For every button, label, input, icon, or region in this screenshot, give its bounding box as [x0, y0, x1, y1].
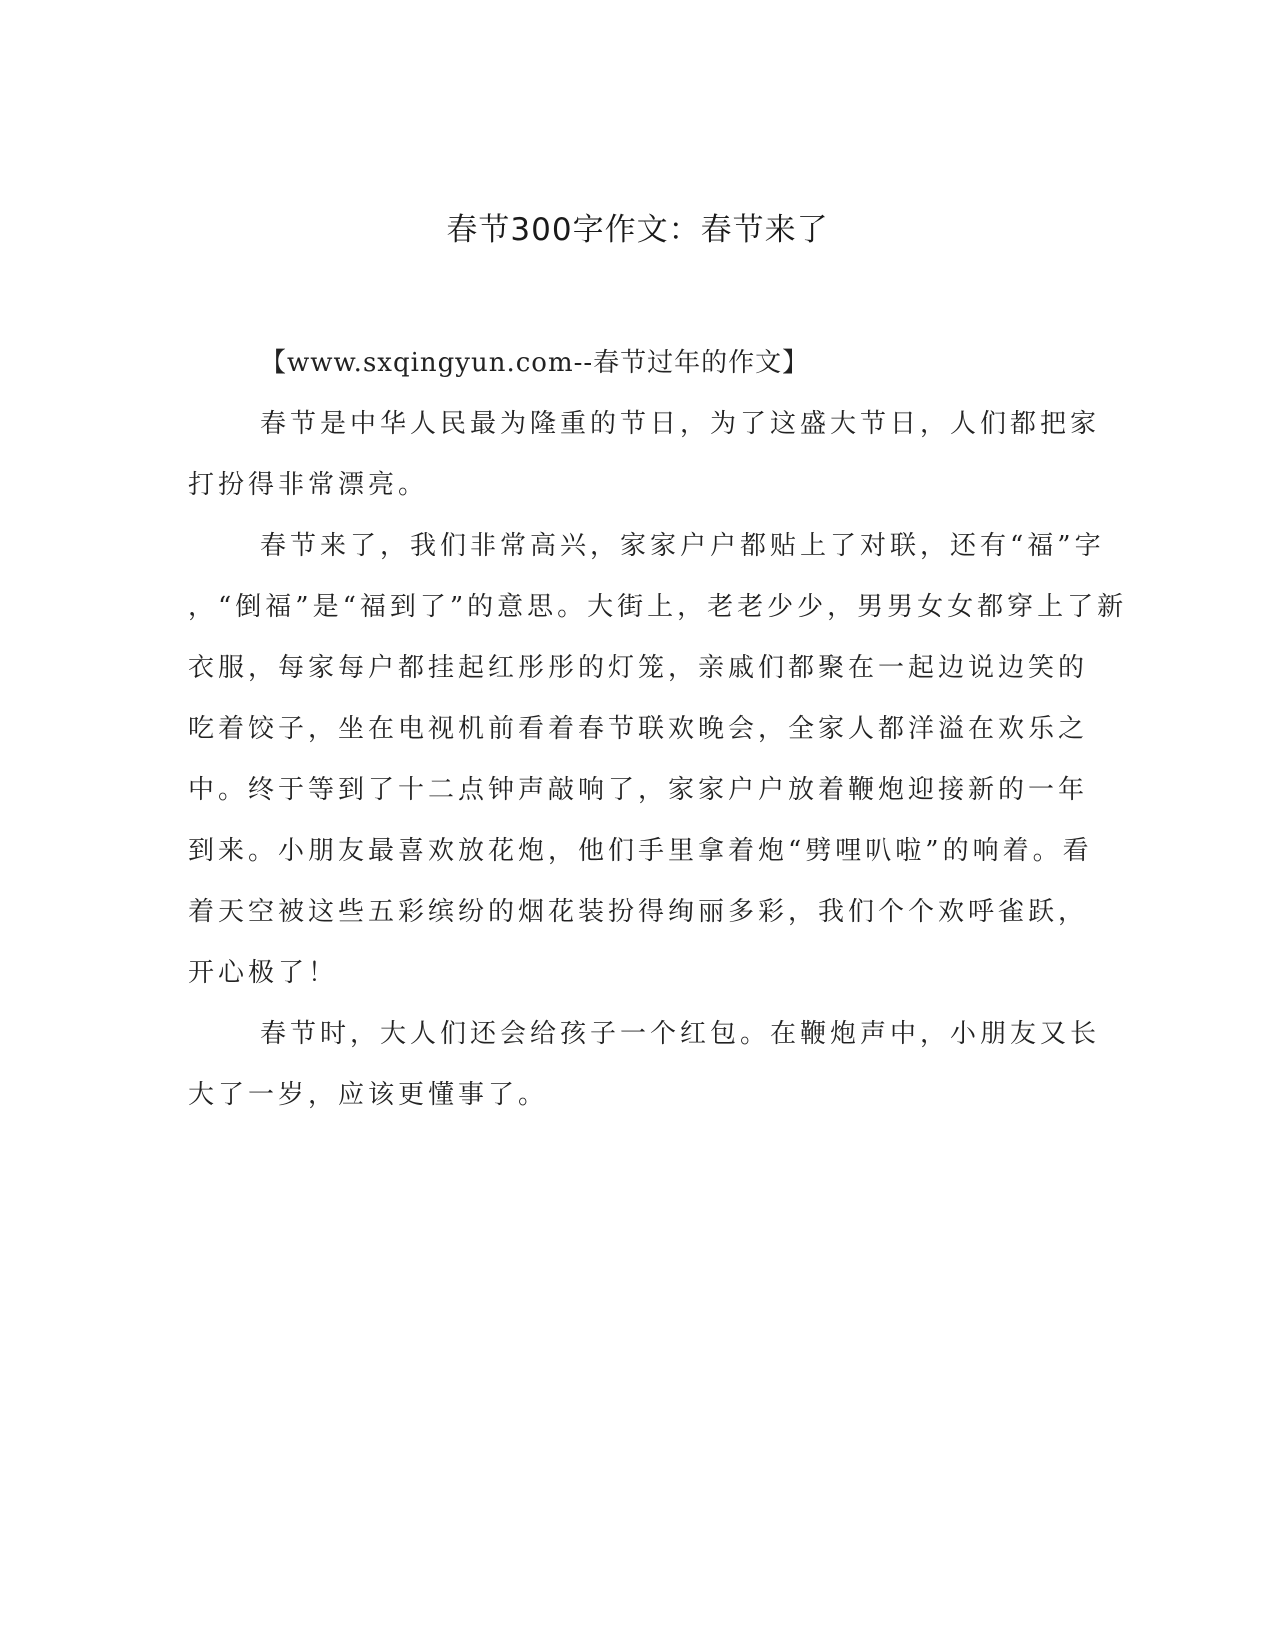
paragraph-2-line-3: 衣服，每家每户都挂起红彤彤的灯笼，亲戚们都聚在一起边说边笑的	[188, 653, 1089, 683]
paragraph-3-line-2: 大了一岁，应该更懂事了。	[188, 1080, 549, 1110]
document-body	[188, 333, 1128, 1126]
paragraph-2-line-7: 着天空被这些五彩缤纷的烟花装扮得绚丽多彩，我们个个欢呼雀跃，	[188, 897, 1089, 927]
paragraph-1-line-1: 春节是中华人民最为隆重的节日，为了这盛大节日，人们都把家	[260, 409, 1101, 439]
paragraph-3-line-1: 春节时，大人们还会给孩子一个红包。在鞭炮声中，小朋友又长	[260, 1019, 1101, 1049]
paragraph-2-line-1: 春节来了，我们非常高兴，家家户户都贴上了对联，还有“福”字	[260, 531, 1105, 561]
document-title: 春节300字作文：春节来了	[446, 212, 829, 248]
paragraph-1-line-2: 打扮得非常漂亮。	[188, 470, 429, 500]
source-line: 【www.sxqingyun.com--春节过年的作文】	[260, 348, 810, 378]
paragraph-2-line-4: 吃着饺子，坐在电视机前看着春节联欢晚会，全家人都洋溢在欢乐之	[188, 714, 1089, 744]
paragraph-2-line-5: 中。终于等到了十二点钟声敲响了，家家户户放着鞭炮迎接新的一年	[188, 775, 1089, 805]
paragraph-2-line-2: ，“倒福”是“福到了”的意思。大街上，老老少少，男男女女都穿上了新	[188, 592, 1128, 622]
paragraph-2-line-8: 开心极了！	[188, 958, 339, 988]
paragraph-2-line-6: 到来。小朋友最喜欢放花炮，他们手里拿着炮“劈哩叭啦”的响着。看	[188, 836, 1093, 866]
